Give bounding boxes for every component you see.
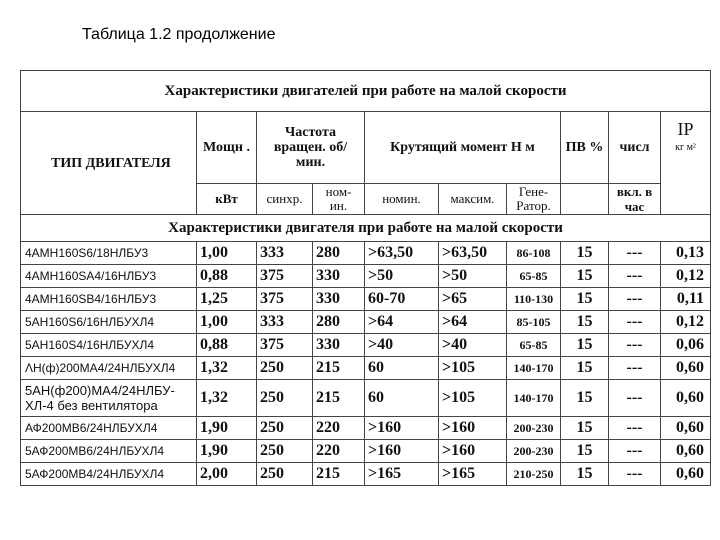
- sync-speed-cell: 250: [257, 463, 313, 486]
- header-power: Мощн .: [197, 112, 257, 184]
- torque-generator-cell: 140-170: [507, 380, 561, 417]
- motor-type: 5АН160S6/16НЛБУХЛ4: [21, 311, 197, 334]
- header-torque: Крутящий момент Н м: [365, 112, 561, 184]
- torque-generator-cell: 86-108: [507, 242, 561, 265]
- nominal-speed-cell: 215: [313, 357, 365, 380]
- nominal-speed-cell: 330: [313, 334, 365, 357]
- table-caption: Таблица 1.2 продолжение: [82, 26, 276, 43]
- header-ip: [661, 112, 711, 215]
- pv-cell: 15: [561, 242, 609, 265]
- torque-nominal-cell: >40: [365, 334, 439, 357]
- table-row: [21, 380, 711, 417]
- header-torque-nom: номин.: [365, 184, 439, 215]
- torque-max-cell: >105: [439, 357, 507, 380]
- table-body: [21, 242, 711, 486]
- header-torque-gen: Гене- Ратор.: [507, 184, 561, 215]
- starts-cell: ---: [609, 288, 661, 311]
- table-row: [21, 242, 711, 265]
- table-row: [21, 265, 711, 288]
- header-ip-unit: кг м²: [675, 142, 696, 153]
- sync-speed-cell: 250: [257, 357, 313, 380]
- torque-generator-cell: 210-250: [507, 463, 561, 486]
- nominal-speed-cell: 215: [313, 380, 365, 417]
- torque-max-cell: >63,50: [439, 242, 507, 265]
- header-ip-label: IP: [677, 119, 694, 139]
- ip-cell: 0,06: [661, 334, 711, 357]
- nominal-speed-cell: 215: [313, 463, 365, 486]
- ip-cell: 0,12: [661, 311, 711, 334]
- pv-cell: 15: [561, 380, 609, 417]
- ip-cell: 0,13: [661, 242, 711, 265]
- torque-generator-cell: 65-85: [507, 265, 561, 288]
- torque-nominal-cell: >50: [365, 265, 439, 288]
- header-torque-max: максим.: [439, 184, 507, 215]
- table-row: [21, 334, 711, 357]
- ip-cell: 0,12: [661, 265, 711, 288]
- ip-cell: 0,60: [661, 380, 711, 417]
- power-cell: 1,90: [197, 440, 257, 463]
- motor-type: 5АФ200МВ6/24НЛБУХЛ4: [21, 440, 197, 463]
- nominal-speed-cell: 330: [313, 265, 365, 288]
- torque-nominal-cell: 60-70: [365, 288, 439, 311]
- nominal-speed-cell: 280: [313, 242, 365, 265]
- pv-cell: 15: [561, 311, 609, 334]
- starts-cell: ---: [609, 311, 661, 334]
- pv-cell: 15: [561, 265, 609, 288]
- starts-cell: ---: [609, 265, 661, 288]
- ip-cell: 0,60: [661, 357, 711, 380]
- sync-speed-cell: 333: [257, 311, 313, 334]
- sync-speed-cell: 250: [257, 417, 313, 440]
- header-freq-sync: синхр.: [257, 184, 313, 215]
- sync-speed-cell: 375: [257, 288, 313, 311]
- torque-generator-cell: 200-230: [507, 440, 561, 463]
- ip-cell: 0,11: [661, 288, 711, 311]
- table-row: [21, 357, 711, 380]
- ip-cell: 0,60: [661, 463, 711, 486]
- pv-cell: 15: [561, 440, 609, 463]
- ip-cell: 0,60: [661, 417, 711, 440]
- torque-nominal-cell: >165: [365, 463, 439, 486]
- header-power-unit: кВт: [197, 184, 257, 215]
- torque-max-cell: >50: [439, 265, 507, 288]
- torque-nominal-cell: 60: [365, 357, 439, 380]
- motor-type: АФ200МВ6/24НЛБУХЛ4: [21, 417, 197, 440]
- motor-type: 4АМН160SB4/16НЛБУ3: [21, 288, 197, 311]
- header-starts: числ: [609, 112, 661, 184]
- power-cell: 0,88: [197, 334, 257, 357]
- motor-type: 4АМН160SA4/16НЛБУ3: [21, 265, 197, 288]
- power-cell: 2,00: [197, 463, 257, 486]
- motor-type: 4АМН160S6/18НЛБУ3: [21, 242, 197, 265]
- torque-generator-cell: 110-130: [507, 288, 561, 311]
- pv-cell: 15: [561, 463, 609, 486]
- torque-generator-cell: 65-85: [507, 334, 561, 357]
- power-cell: 0,88: [197, 265, 257, 288]
- table-row: [21, 288, 711, 311]
- header-pv: ПВ %: [561, 112, 609, 184]
- torque-max-cell: >160: [439, 440, 507, 463]
- starts-cell: ---: [609, 380, 661, 417]
- pv-cell: 15: [561, 357, 609, 380]
- starts-cell: ---: [609, 357, 661, 380]
- starts-cell: ---: [609, 440, 661, 463]
- section-title: Характеристики двигателя при работе на малой скорости: [21, 215, 711, 242]
- motor-type: ΛН(ф)200МА4/24НЛБУХЛ4: [21, 357, 197, 380]
- motor-spec-table: [20, 70, 711, 486]
- table-row: [21, 417, 711, 440]
- power-cell: 1,00: [197, 242, 257, 265]
- motor-type: 5АФ200МВ4/24НЛБУХЛ4: [21, 463, 197, 486]
- power-cell: 1,25: [197, 288, 257, 311]
- header-frequency: Частота вращен. об/мин.: [257, 112, 365, 184]
- torque-max-cell: >105: [439, 380, 507, 417]
- power-cell: 1,90: [197, 417, 257, 440]
- torque-nominal-cell: 60: [365, 380, 439, 417]
- sync-speed-cell: 375: [257, 334, 313, 357]
- torque-generator-cell: 200-230: [507, 417, 561, 440]
- header-freq-nom: ном- ин.: [313, 184, 365, 215]
- pv-cell: 15: [561, 417, 609, 440]
- torque-generator-cell: 140-170: [507, 357, 561, 380]
- torque-max-cell: >165: [439, 463, 507, 486]
- nominal-speed-cell: 280: [313, 311, 365, 334]
- table-row: [21, 463, 711, 486]
- nominal-speed-cell: 330: [313, 288, 365, 311]
- starts-cell: ---: [609, 334, 661, 357]
- torque-max-cell: >65: [439, 288, 507, 311]
- starts-cell: ---: [609, 463, 661, 486]
- power-cell: 1,32: [197, 380, 257, 417]
- torque-nominal-cell: >160: [365, 417, 439, 440]
- header-starts-unit: вкл. в час: [609, 184, 661, 215]
- pv-cell: 15: [561, 334, 609, 357]
- nominal-speed-cell: 220: [313, 417, 365, 440]
- table-row: [21, 440, 711, 463]
- ip-cell: 0,60: [661, 440, 711, 463]
- power-cell: 1,00: [197, 311, 257, 334]
- torque-max-cell: >64: [439, 311, 507, 334]
- torque-generator-cell: 85-105: [507, 311, 561, 334]
- sync-speed-cell: 333: [257, 242, 313, 265]
- sync-speed-cell: 375: [257, 265, 313, 288]
- sync-speed-cell: 250: [257, 440, 313, 463]
- torque-max-cell: >40: [439, 334, 507, 357]
- power-cell: 1,32: [197, 357, 257, 380]
- nominal-speed-cell: 220: [313, 440, 365, 463]
- sync-speed-cell: 250: [257, 380, 313, 417]
- motor-type: 5АН(ф200)МА4/24НЛБУ- ХЛ-4 без вентилятора: [21, 380, 197, 417]
- table-title: Характеристики двигателей при работе на малой скорости: [21, 71, 711, 112]
- motor-type: 5АН160S4/16НЛБУХЛ4: [21, 334, 197, 357]
- table-row: [21, 311, 711, 334]
- pv-cell: 15: [561, 288, 609, 311]
- torque-nominal-cell: >63,50: [365, 242, 439, 265]
- torque-nominal-cell: >160: [365, 440, 439, 463]
- header-type: ТИП ДВИГАТЕЛЯ: [21, 112, 197, 215]
- starts-cell: ---: [609, 417, 661, 440]
- torque-nominal-cell: >64: [365, 311, 439, 334]
- spec-table-sheet: [20, 70, 712, 510]
- torque-max-cell: >160: [439, 417, 507, 440]
- starts-cell: ---: [609, 242, 661, 265]
